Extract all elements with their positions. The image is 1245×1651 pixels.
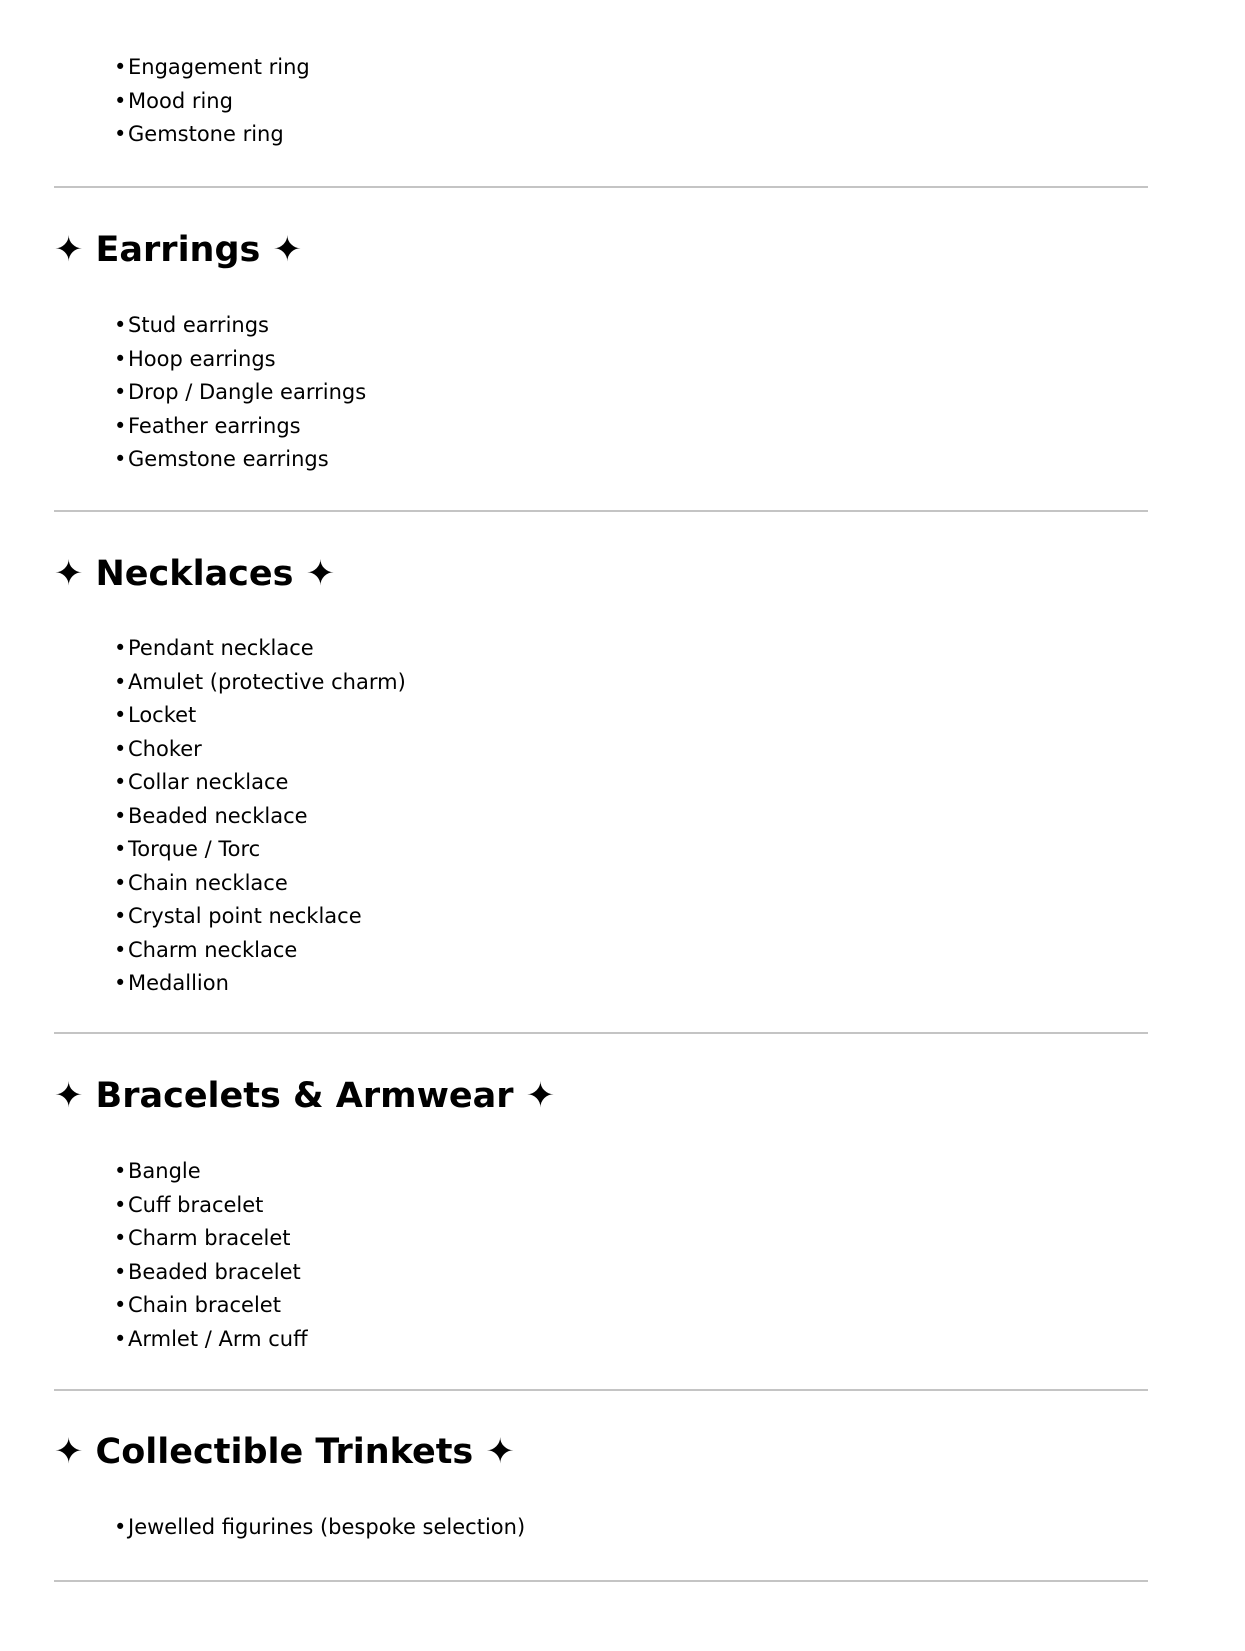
trinkets-list [114, 1511, 525, 1545]
list-item: •Chain necklace [114, 867, 406, 901]
necklaces-list [114, 632, 406, 1001]
sparkle-icon: ✦ [54, 230, 84, 270]
sparkle-icon: ✦ [54, 1432, 84, 1472]
bullet-icon: • [114, 1326, 127, 1351]
bullet-icon: • [114, 703, 127, 727]
bracelets-list [114, 1155, 308, 1356]
bullet-icon: • [114, 736, 127, 761]
section-heading-earrings [54, 228, 302, 272]
list-item: •Bangle [114, 1155, 308, 1189]
section-title: Earrings [95, 230, 261, 270]
list-item: •Stud earrings [114, 309, 366, 343]
list-item: •Jewelled figurines (bespoke selection) [114, 1511, 525, 1545]
bullet-icon: • [114, 904, 127, 928]
section-divider [54, 1032, 1148, 1034]
rings-list [114, 51, 310, 152]
section-title: Collectible Trinkets [95, 1432, 474, 1472]
list-item: •Cuff bracelet [114, 1189, 308, 1223]
section-divider [54, 1389, 1148, 1391]
bullet-icon: • [114, 636, 127, 660]
bullet-icon: • [114, 1192, 127, 1217]
list-item: •Chain bracelet [114, 1289, 308, 1323]
sparkle-icon: ✦ [54, 554, 84, 594]
list-item: •Drop / Dangle earrings [114, 376, 366, 410]
bullet-icon: • [114, 447, 127, 471]
list-item: •Crystal point necklace [114, 900, 406, 934]
list-item: •Locket [114, 699, 406, 733]
sparkle-icon: ✦ [54, 1076, 84, 1116]
list-item: •Collar necklace [114, 766, 406, 800]
list-item: •Medallion [114, 967, 406, 1001]
section-divider [54, 1580, 1148, 1582]
list-item: •Charm necklace [114, 934, 406, 968]
section-divider [54, 510, 1148, 512]
sparkle-icon: ✦ [272, 230, 302, 270]
list-item: •Armlet / Arm cuff [114, 1323, 308, 1357]
earrings-list [114, 309, 366, 477]
bullet-icon: • [114, 669, 127, 694]
sparkle-icon: ✦ [485, 1432, 515, 1472]
bullet-icon: • [114, 346, 127, 371]
bullet-icon: • [114, 313, 127, 337]
bullet-icon: • [114, 88, 127, 113]
list-item: •Pendant necklace [114, 632, 406, 666]
bullet-icon: • [114, 770, 127, 794]
section-title: Necklaces [95, 554, 294, 594]
list-item: •Torque / Torc [114, 833, 406, 867]
list-item: •Mood ring [114, 85, 310, 119]
bullet-icon: • [114, 1159, 127, 1183]
list-item: •Beaded bracelet [114, 1256, 308, 1290]
bullet-icon: • [114, 870, 127, 895]
list-item: •Gemstone earrings [114, 443, 366, 477]
list-item: •Beaded necklace [114, 800, 406, 834]
bullet-icon: • [114, 1293, 127, 1317]
bullet-icon: • [114, 380, 127, 404]
section-heading-trinkets [54, 1430, 515, 1474]
section-title: Bracelets & Armwear [95, 1076, 514, 1116]
bullet-icon: • [114, 937, 127, 962]
bullet-icon: • [114, 971, 127, 995]
bullet-icon: • [114, 1259, 127, 1284]
list-item: •Engagement ring [114, 51, 310, 85]
list-item: •Charm bracelet [114, 1222, 308, 1256]
sparkle-icon: ✦ [525, 1076, 556, 1116]
bullet-icon: • [114, 1226, 127, 1250]
bullet-icon: • [114, 55, 127, 79]
list-item: •Amulet (protective charm) [114, 666, 406, 700]
section-heading-necklaces [54, 552, 335, 596]
sparkle-icon: ✦ [305, 554, 336, 594]
list-item: •Hoop earrings [114, 343, 366, 377]
bullet-icon: • [114, 1515, 127, 1539]
bullet-icon: • [114, 122, 127, 146]
list-item: •Feather earrings [114, 410, 366, 444]
section-heading-bracelets [54, 1074, 555, 1118]
bullet-icon: • [114, 803, 127, 828]
list-item: •Gemstone ring [114, 118, 310, 152]
bullet-icon: • [114, 413, 127, 438]
section-divider [54, 186, 1148, 188]
bullet-icon: • [114, 837, 127, 861]
list-item: •Choker [114, 733, 406, 767]
